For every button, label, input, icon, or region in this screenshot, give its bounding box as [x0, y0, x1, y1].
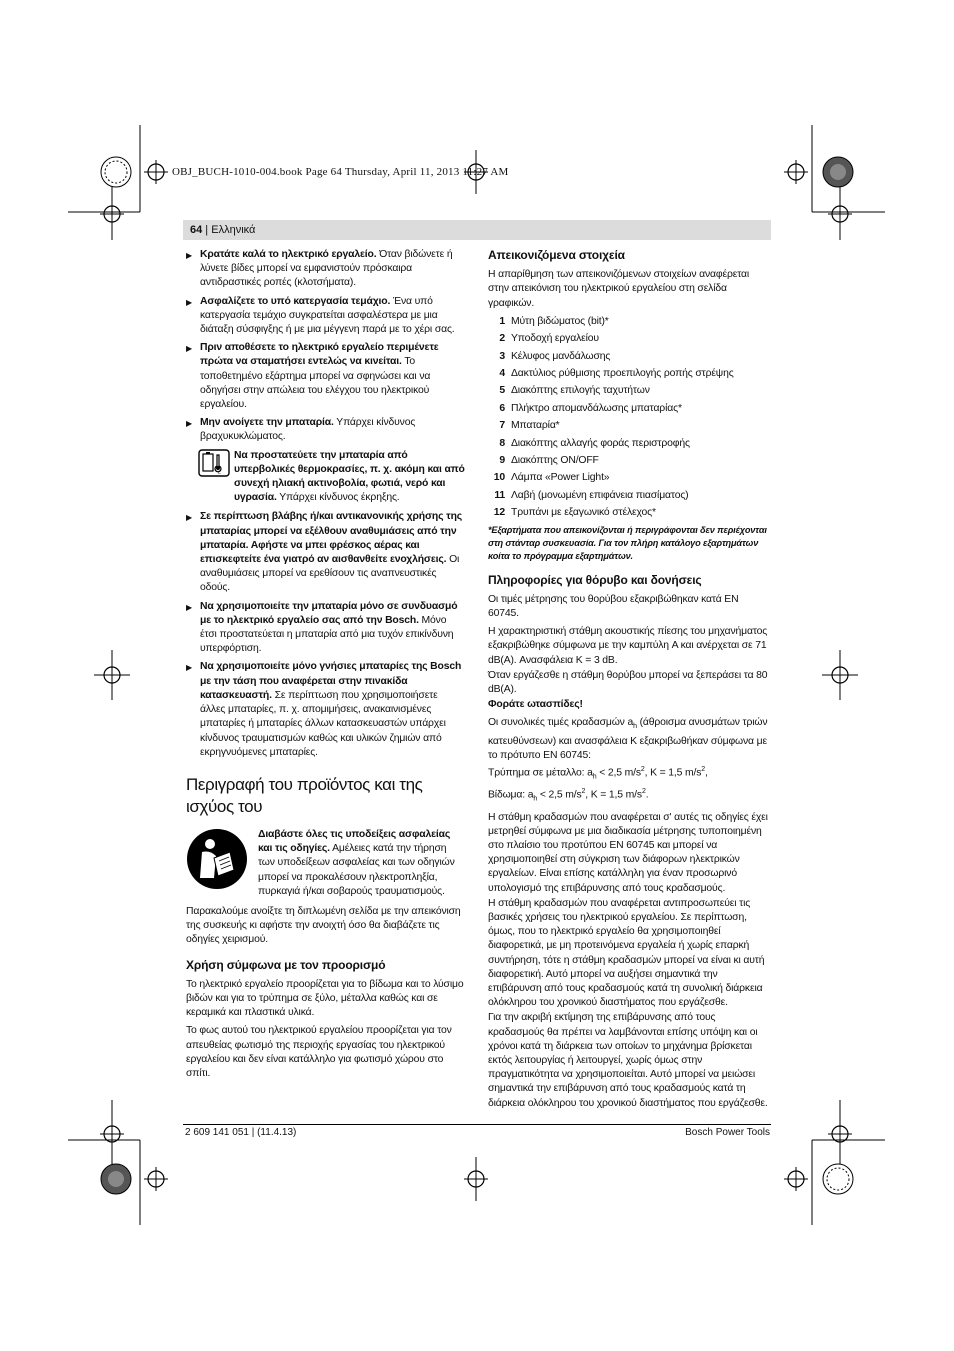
right-column: [488, 248, 770, 1115]
screw-a: Βίδωμα: a: [488, 789, 534, 801]
bullet-bold: Ασφαλίζετε το υπό κατεργασία τεμάχιο.: [200, 295, 391, 307]
vib-text-a: Οι συνολικές τιμές κραδασμών a: [488, 717, 634, 729]
component-label: Δακτύλιος ρύθμισης προεπιλογής ροπής στρέψης: [511, 367, 734, 379]
file-slug: OBJ_BUCH-1010-004.book Page 64 Thursday, April 11, 2013 11:27 AM: [172, 166, 509, 178]
metal-sup-2: 2: [701, 766, 706, 774]
bullet-bold: Σε περίπτωση βλάβης ή/και αντικανονικής χρήσης της μπαταρίας μπορεί να εξέλθουν αναθυμιάσεις από την μπαταρία. Αφήστε να μπει φρέσκος αέρας και επισκεφτείτε ένα γιατρό αν αισθανθείτε ενοχλήσεις.: [200, 511, 463, 566]
accessory-footnote: *Εξαρτήματα που απεικονίζονται ή περιγράφονται δεν περιέχονται στη στάνταρ συσκευασία. Για τον πλήρη κατάλογο εξαρτημάτων κοίτα το πρόγραμμα εξαρτημάτων.: [488, 524, 767, 561]
warning-text: Υπάρχει κίνδυνος έκρηξης.: [276, 492, 400, 504]
component-number: 11: [494, 489, 505, 501]
screw-c: , K = 1,5 m/s: [585, 789, 642, 801]
footer-rule: [183, 1124, 771, 1125]
bullet-bold: Μην ανοίγετε την μπαταρία.: [200, 417, 334, 429]
component-number: 1: [499, 315, 505, 327]
component-item: [488, 350, 770, 364]
component-label: Διακόπτης αλλαγής φοράς περιστροφής: [511, 437, 690, 449]
component-number: 3: [499, 350, 505, 362]
bullet-item: [186, 416, 465, 444]
component-item: [488, 437, 770, 451]
component-item: [488, 315, 770, 329]
bullet-item: [186, 660, 465, 759]
component-item: [488, 419, 770, 433]
use-heading: Χρήση σύμφωνα με τον προορισμό: [186, 957, 386, 972]
bullet-text: Οι αναθυμιάσεις μπορεί να ερεθίσουν τις αναπνευστικές οδούς.: [200, 554, 460, 594]
component-item: [488, 402, 770, 416]
noise-heading: Πληροφορίες για θόρυβο και δονήσεις: [488, 572, 702, 587]
bullet-text: Σε περίπτωση που χρησιμοποιήσετε άλλες μπαταρίες, π. χ. απομιμήσεις, ανακαινισμένες μπαταρίες ή μπαταρίες άλλων κατασκευαστών υπάρχει κίνδυνος τραυματισμών καθώς και υλικών ζημιών από εκρηγνυόμενες μπαταρίες.: [200, 689, 446, 758]
battery-temperature-icon: [198, 449, 230, 477]
component-item: [488, 506, 770, 520]
header-separator: |: [202, 224, 212, 236]
footer-left: 2 609 141 051 | (11.4.13): [185, 1127, 297, 1138]
vibration-intro: [488, 716, 770, 763]
bullet-item: [186, 295, 465, 338]
component-label: Κέλυφος μανδάλωσης: [511, 350, 611, 362]
component-number: 6: [499, 402, 505, 414]
read-text: Αμέλειες κατά την τήρηση των υποδείξεων ασφαλείας και των οδηγιών μπορεί να προκαλέσουν ηλεκτροπληξία, πυρκαγιά ή/και σοβαρούς τραυματισμούς.: [258, 843, 455, 897]
bullet-text: Μόνο έτσι προστατεύεται η μπαταρία από μια τυχόν επικίνδυνη υπερφόρτιση.: [200, 614, 454, 655]
fold-text: Παρακαλούμε ανοίξτε τη διπλωμένη σελίδα με την απεικόνιση της συσκευής κι αφήστε την ανοιχτή όσο θα διαβάζετε τις οδηγίες χειρισμού.: [186, 905, 461, 946]
metal-a: Τρύπημα σε μέταλλο: a: [488, 767, 593, 779]
header-bar: [183, 220, 771, 240]
component-label: Λάμπα «Power Light»: [511, 472, 610, 484]
vibration-screw: Βίδωμα: $a_h < 2,5$ $m/s^2$, K = 1,5 $m/s^2$.: [488, 787, 649, 803]
bullet-text: Το τοποθετημένο εξάρτημα μπορεί να σφηνώσει και να οδηγήσει στην απώλεια του ελέγχου του ηλεκτρικού εργαλείου.: [200, 356, 431, 411]
metal-sup: 2: [640, 766, 645, 774]
vibration-paragraph-4: Για την ακριβή εκτίμηση της επιβάρυνσης από τους κραδασμούς θα πρέπει να λαμβάνονται επίσης υπόψη και οι χρόνοι κατά τη διάρκεια των οποίων το μηχάνημα βρίσκεται εκτός λειτουργίας ή λειτουργεί, χωρίς όμως στην πραγματικότητα να χρησιμοποιείται. Αυτό μπορεί να μειώσει σημαντικά την επιβάρυνση από τους κραδασμούς κατά τη διάρκεια ολόκληρου του χρονικού διαστήματος που εργάζεσθε.: [488, 1012, 768, 1109]
page-header: [190, 224, 255, 236]
ear-protection: [488, 698, 770, 712]
metal-sub: h: [592, 773, 597, 781]
component-number: 8: [499, 437, 505, 449]
components-list: [488, 315, 770, 521]
bullet-bold: Πριν αποθέσετε το ηλεκτρικό εργαλείο περιμένετε πρώτα να σταματήσει εντελώς να κινείται.: [200, 342, 439, 368]
component-item: [488, 384, 770, 398]
component-label: Διακόπτης επιλογής ταχυτήτων: [511, 385, 650, 397]
bullet-text: Υπάρχει κίνδυνος βραχυκυκλώματος.: [200, 417, 416, 443]
bullet-text: Όταν βιδώνετε ή λύνετε βίδες μπορεί να εμφανιστούν πρόσκαιρα αντιδραστικές ροπές (κλοτσήματα).: [200, 249, 453, 289]
bullet-text: Ένα υπό κατεργασία τεμάχιο συγκρατείται ασφαλέστερα με μια διάταξη σύσφιγξης ή με μια μέγγενη παρά με το χέρι σας.: [200, 295, 455, 336]
screw-sup: 2: [581, 787, 586, 795]
metal-b: < 2,5 m/s: [596, 767, 641, 779]
components-heading: Απεικονιζόμενα στοιχεία: [488, 248, 625, 262]
components-intro: Η απαρίθμηση των απεικονιζόμενων στοιχείων αναφέρεται στην απεικόνιση του ηλεκτρικού εργαλείου στη σελίδα γραφικών.: [488, 269, 750, 309]
component-number: 4: [499, 367, 505, 379]
bullet-item: [186, 600, 465, 657]
vibration-metal: Τρύπημα σε μέταλλο: $a_h < 2,5$ $m/s^2$, K = 1,5 $m/s^2$,: [488, 766, 708, 781]
component-label: Πλήκτρο απομανδάλωσης μπαταρίας*: [511, 402, 682, 414]
read-manual-icon: [186, 828, 248, 890]
use-paragraph-1: Το ηλεκτρικό εργαλείο προορίζεται για το βίδωμα και το λύσιμο βιδών και για το τρύπημα σε ξύλο, μέταλλα καθώς και σε κεραμικά και πλαστικά υλικά.: [186, 978, 464, 1019]
use-paragraph-2: Το φως αυτού του ηλεκτρικού εργαλείου προορίζεται για τον απευθείας φωτισμό της περιοχής εργασίας του ηλεκτρικού εργαλείου και δεν είναι κατάλληλο για φωτισμό χώρου στο σπίτι.: [186, 1025, 452, 1079]
vibration-paragraph-2: Η στάθμη κραδασμών που αναφέρεται σ' αυτές τις οδηγίες έχει μετρηθεί σύμφωνα με μια διαδικασία μέτρησης τυποποιημένη στο πλαίσιο του προτύπου EN 60745 και μπορεί να χρησιμοποιηθεί στη σύγκριση των διάφορων ηλεκτρικών εργαλείων. Είναι επίσης κατάλληλη για έναν προσωρινό υπολογισμό της επιβάρυνσης από τους κραδασμούς.: [488, 811, 768, 894]
component-label: Διακόπτης ON/OFF: [511, 454, 599, 466]
page-number: 64: [190, 224, 203, 236]
bullet-item: [186, 341, 465, 412]
heat-warning: [198, 449, 465, 506]
bullet-bold: Να χρησιμοποιείτε την μπαταρία μόνο σε συνδυασμό με το ηλεκτρικό εργαλείο σας από την Bosch.: [200, 600, 458, 626]
svg-text:°C: °C: [216, 469, 221, 475]
component-number: 5: [499, 385, 505, 397]
vib-text-b: (άθροισμα ανυσμάτων τριών κατευθύνσεων) και ανασφάλεια K εξακριβωθήκαν σύμφωνα με το πρότυπο EN 60745:: [488, 717, 768, 761]
header-language: Ελληνικά: [211, 224, 256, 236]
bullet-bold: Κρατάτε καλά το ηλεκτρικό εργαλείο.: [200, 249, 377, 260]
component-item: [488, 489, 770, 503]
screw-sup-2: 2: [641, 787, 646, 795]
screw-b: < 2,5 m/s: [537, 789, 582, 801]
component-item: [488, 454, 770, 468]
component-item: [488, 367, 770, 381]
component-item: [488, 332, 770, 346]
read-bold: Διαβάστε όλες τις υποδείξεις ασφαλείας και τις οδηγίες.: [258, 828, 451, 855]
noise-paragraph-1: Οι τιμές μέτρησης του θορύβου εξακριβώθηκαν κατά EN 60745.: [488, 593, 739, 619]
component-label: Μύτη βιδώματος (bit)*: [511, 315, 609, 327]
section-title: Περιγραφή του προϊόντος και της ισχύος του: [186, 774, 423, 816]
component-item: [488, 471, 770, 485]
read-instructions: [186, 828, 465, 899]
component-number: 9: [499, 454, 505, 466]
component-label: Υποδοχή εργαλείου: [511, 333, 599, 345]
bullet-item: [186, 510, 465, 595]
component-number: 2: [499, 333, 505, 345]
component-number: 7: [499, 420, 505, 432]
component-number: 10: [493, 472, 505, 484]
noise-paragraph-3: Όταν εργάζεσθε η στάθμη θορύβου μπορεί να ξεπεράσει τα 80 dB(A).: [488, 669, 768, 695]
warning-bold: Να προστατεύετε την μπαταρία από υπερβολικές θερμοκρασίες, π. χ. ακόμη και από συνεχή ηλιακή ακτινοβολία, φωτιά, νερό και υγρασία.: [234, 449, 465, 504]
bullet-item: [186, 248, 465, 291]
component-label: Τρυπάνι με εξαγωνικό στέλεχος*: [511, 507, 656, 519]
bullet-bold: Να χρησιμοποιείτε μόνο γνήσιες μπαταρίες της Bosch με την τάση που αναφέρεται στην πινακίδα κατασκευαστή.: [200, 661, 462, 701]
component-label: Λαβή (μονωμένη επιφάνεια πιασίματος): [511, 489, 689, 501]
vibration-paragraph-3: Η στάθμη κραδασμών που αναφέρεται αντιπροσωπεύει τις βασικές χρήσεις του ηλεκτρικού εργαλείου. Σε περίπτωση, όμως, που το ηλεκτρικό εργαλείο θα χρησιμοποιηθεί διαφορετικά, με μη προτεινόμενα εργαλεία ή χωρίς επαρκή συντήρηση, τότε η στάθμη κραδασμών μπορεί να είναι κι αυτή διαφορετική. Αυτό μπορεί να αυξήσει σημαντικά την επιβάρυνση από τους κραδασμούς κατά τη συνολική διάρκεια ολόκληρου του χρονικού διαστήματος που εργάζεσθε.: [488, 897, 765, 1009]
noise-paragraph-2: Η χαρακτηριστική στάθμη ακουστικής πίεσης του μηχανήματος εξακριβώθηκε σύμφωνα με την καμπύλη A και ανέρχεται σε 71 dB(A). Ανασφάλεια K = 3 dB.: [488, 626, 768, 666]
vib-sub: h: [633, 723, 637, 731]
metal-c: , K = 1,5 m/s: [644, 767, 702, 779]
footer-right: Bosch Power Tools: [685, 1127, 770, 1138]
component-label: Μπαταρία*: [511, 420, 560, 432]
component-number: 12: [493, 507, 505, 519]
left-column: [186, 248, 465, 1085]
ear-protection-text: Φοράτε ωτασπίδες!: [488, 699, 583, 711]
screw-sub: h: [533, 795, 538, 803]
